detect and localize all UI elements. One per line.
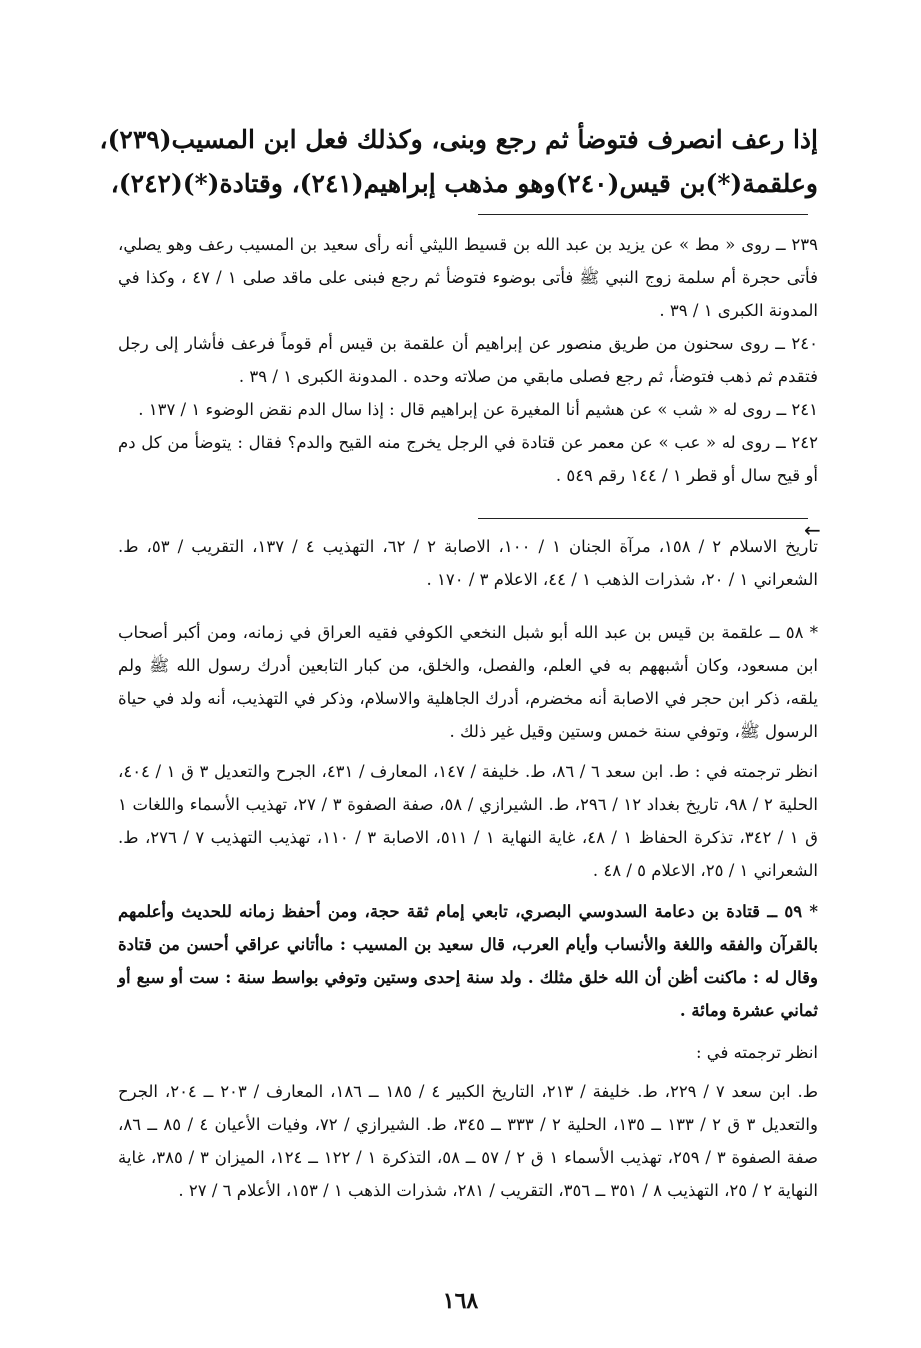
- continued-references: [118, 530, 818, 596]
- biography-58-text: * ٥٨ ــ علقمة بن قيس بن عبد الله أبو شبل النخعي الكوفي فقيه العراق في زمانه، ومن أكبر أصحاب ابن مسعود، وكان أشبههم به في العلم، والفصل، والخلق، من كبار التابعين أدرك رسول الله ﷺ ولم يلقه، ذكر ابن حجر في الاصابة أنه مخضرم، أدرك الجاهلية والاسلام، وذكر في التهذيب، أنه ولد في حياة الرسول ﷺ، وتوفي سنة خمس وستين وقيل غير ذلك .: [118, 623, 819, 741]
- footnotes: [118, 228, 818, 492]
- biography-59-references: [118, 1075, 818, 1207]
- biography-58-references-text: انظر ترجمته في : ط. ابن سعد ٦ / ٨٦، ط. خليفة / ١٤٧، المعارف / ٤٣١، الجرح والتعديل ٣ ق ١ / ٤٠٤، الحلية ٢ / ٩٨، تاريخ بغداد ١٢ / ٢٩٦، ط. الشيرازي / ٥٨، صفة الصفوة ٣ / ٢٧، تهذيب الأسماء واللغات ١ ق ١ / ٣٤٢، تذكرة الحفاظ ١ / ٤٨، غاية النهاية ١ / ٥١١، الاصابة ٣ / ١١٠، تهذيب التهذيب ٧ / ٢٧٦، ط. الشعراني ١ / ٢٥، الاعلام ٥ / ٤٨ .: [118, 762, 819, 880]
- references-heading: انظر ترجمته في :: [695, 1043, 818, 1062]
- page-number: ١٦٨: [442, 1288, 479, 1314]
- footnote-240: ٢٤٠ ــ روى سحنون من طريق منصور عن إبراهيم أن علقمة بن قيس أم قوماً فرعف فأشار إلى رجل فتقدم ثم ذهب فتوضأ، ثم رجع فصلى مابقي من صلاته وحده . المدونة الكبرى ١ / ٣٩ .: [118, 334, 818, 386]
- main-text: [99, 118, 818, 206]
- biography-59-references-text: ط. ابن سعد ٧ / ٢٢٩، ط. خليفة / ٢١٣، التاريخ الكبير ٤ / ١٨٥ ــ ١٨٦، المعارف / ٢٠٣ ــ ٢٠٤، الجرح والتعديل ٣ ق ٢ / ١٣٣ ــ ١٣٥، الحلية ٢ / ٣٣٣ ــ ٣٤٥، ط. الشيرازي / ٧٢، وفيات الأعيان ٤ / ٨٥ ــ ٨٦، صفة الصفوة ٣ / ٢٥٩، تهذيب الأسماء ١ ق ٢ / ٥٧ ــ ٥٨، التذكرة ١ / ١٢٢ ــ ١٢٤، الميزان ٣ / ٣٨٥، غاية النهاية ٢ / ٢٥، التهذيب ٨ / ٣٥١ ــ ٣٥٦، التقريب / ٢٨١، شذرات الذهب ١ / ١٥٣، الأعلام ٦ / ٢٧ .: [118, 1082, 818, 1200]
- footnote-241: ٢٤١ ــ روى له « شب » عن هشيم أنا المغيرة عن إبراهيم قال : إذا سال الدم نقض الوضوء ١ / ١٣٧ .: [138, 400, 818, 419]
- footnote-242: ٢٤٢ ــ روى له « عب » عن معمر عن قتادة في الرجل يخرج منه القيح والدم؟ فقال : يتوضأ من كل دم أو قيح سال أو قطر ١ / ١٤٤ رقم ٥٤٩ .: [118, 433, 818, 485]
- main-text-line-2: وعلقمة(*)بن قيس(٢٤٠)وهو مذهب إبراهيم(٢٤١)، وقتادة(*)(٢٤٢)،: [110, 169, 818, 198]
- continuation-arrow-icon: ←: [804, 518, 821, 542]
- continued-references-text: تاريخ الاسلام ٢ / ١٥٨، مرآة الجنان ١ / ١٠٠، الاصابة ٢ / ٦٢، التهذيب ٤ / ١٣٧، التقريب / ٥٣، ط. الشعراني ١ / ٢٠، شذرات الذهب ١ / ٤٤، الاعلام ٣ / ١٧٠ .: [118, 537, 818, 589]
- biography-separator: [478, 518, 808, 519]
- biography-59-text: * ٥٩ ــ قتادة بن دعامة السدوسي البصري، تابعي إمام ثقة حجة، ومن أحفظ زمانه للحديث وأعلمهم بالقرآن والفقه واللغة والأنساب وأيام العرب، قال سعيد بن المسيب : ماأتاني عراقي أحسن من قتادة وقال له : ماكنت أظن أن الله خلق مثلك . ولد سنة إحدى وستين وتوفي بواسط سنة : ست أو سبع أو ثماني عشرة ومائة .: [118, 902, 819, 1020]
- biography-58-references: [118, 755, 818, 887]
- footnote-separator: [478, 214, 808, 215]
- biography-59: [118, 895, 818, 1027]
- biography-59-references-heading: [118, 1036, 818, 1069]
- main-text-line-1: إذا رعف انصرف فتوضأ ثم رجع وبنى، وكذلك فعل ابن المسيب(٢٣٩)،: [99, 125, 818, 154]
- biography-58: [118, 616, 818, 748]
- footnote-239: ٢٣٩ ــ روى « مط » عن يزيد بن عبد الله بن قسيط الليثي أنه رأى سعيد بن المسيب رعف وهو يصلي، فأتى حجرة أم سلمة زوج النبي ﷺ فأتى بوضوء فتوضأ ثم رجع فبنى على ماقد صلى ١ / ٤٧ ، وكذا في المدونة الكبرى ١ / ٣٩ .: [118, 235, 818, 320]
